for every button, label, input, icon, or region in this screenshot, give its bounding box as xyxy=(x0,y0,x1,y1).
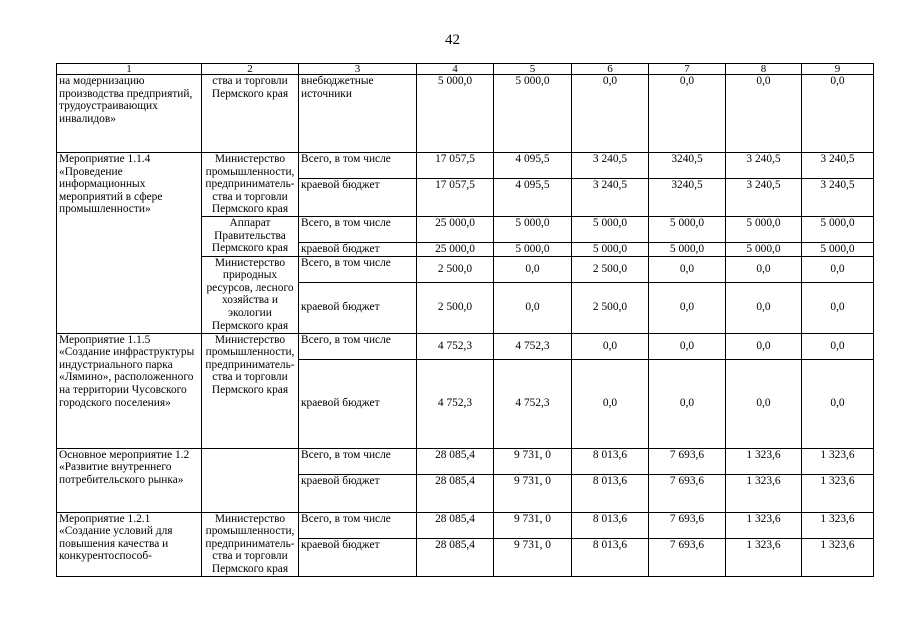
value-cell: 1 323,6 xyxy=(802,448,874,474)
value-cell: 0,0 xyxy=(494,256,572,282)
funding-source-cell: краевой бюджет xyxy=(299,474,417,512)
value-cell: 3 240,5 xyxy=(572,179,649,217)
value-cell: 2 500,0 xyxy=(572,282,649,333)
value-cell: 0,0 xyxy=(494,282,572,333)
value-cell: 0,0 xyxy=(649,333,726,359)
executor-cell xyxy=(202,448,299,512)
value-cell: 4 752,3 xyxy=(417,359,494,448)
value-cell: 17 057,5 xyxy=(417,153,494,179)
value-cell: 0,0 xyxy=(726,256,802,282)
value-cell: 5 000,0 xyxy=(572,217,649,243)
value-cell: 0,0 xyxy=(726,359,802,448)
value-cell: 17 057,5 xyxy=(417,179,494,217)
value-cell: 0,0 xyxy=(726,282,802,333)
value-cell: 8 013,6 xyxy=(572,448,649,474)
funding-source-cell: краевой бюджет xyxy=(299,538,417,576)
value-cell: 0,0 xyxy=(649,75,726,153)
table-row xyxy=(57,75,874,153)
column-number: 4 xyxy=(417,64,494,75)
value-cell: 5 000,0 xyxy=(417,75,494,153)
table-row xyxy=(57,512,874,538)
value-cell: 7 693,6 xyxy=(649,448,726,474)
value-cell: 9 731, 0 xyxy=(494,538,572,576)
value-cell: 7 693,6 xyxy=(649,538,726,576)
value-cell: 4 752,3 xyxy=(494,333,572,359)
event-cell: Мероприятие 1.1.4 «Проведение информационных мероприятий в сфере промышленности» xyxy=(57,153,202,334)
column-number: 7 xyxy=(649,64,726,75)
value-cell: 5 000,0 xyxy=(649,217,726,243)
executor-cell: ства и торговли Пермского края xyxy=(202,75,299,153)
value-cell: 0,0 xyxy=(572,75,649,153)
value-cell: 8 013,6 xyxy=(572,474,649,512)
value-cell: 0,0 xyxy=(802,75,874,153)
value-cell: 5 000,0 xyxy=(572,243,649,257)
value-cell: 0,0 xyxy=(649,282,726,333)
value-cell: 3 240,5 xyxy=(726,153,802,179)
value-cell: 3240,5 xyxy=(649,179,726,217)
value-cell: 8 013,6 xyxy=(572,512,649,538)
funding-source-cell: Всего, в том числе xyxy=(299,217,417,243)
column-number: 9 xyxy=(802,64,874,75)
value-cell: 5 000,0 xyxy=(726,217,802,243)
event-cell: на модернизацию производства предприятий, трудоустраивающих инвалидов» xyxy=(57,75,202,153)
funding-source-cell: краевой бюджет xyxy=(299,179,417,217)
event-cell: Мероприятие 1.1.5 «Создание инфраструктуры индустриального парка «Лямино», расположенного на территории Чусовского городского поселения» xyxy=(57,333,202,448)
funding-source-cell: Всего, в том числе xyxy=(299,153,417,179)
value-cell: 3 240,5 xyxy=(572,153,649,179)
value-cell: 9 731, 0 xyxy=(494,512,572,538)
table-row xyxy=(57,153,874,179)
value-cell: 1 323,6 xyxy=(802,538,874,576)
value-cell: 0,0 xyxy=(726,333,802,359)
funding-source-cell: краевой бюджет xyxy=(299,243,417,257)
value-cell: 0,0 xyxy=(802,333,874,359)
value-cell: 0,0 xyxy=(802,282,874,333)
value-cell: 0,0 xyxy=(649,359,726,448)
value-cell: 3 240,5 xyxy=(726,179,802,217)
table-row xyxy=(57,333,874,359)
column-number: 3 xyxy=(299,64,417,75)
value-cell: 2 500,0 xyxy=(572,256,649,282)
value-cell: 5 000,0 xyxy=(494,75,572,153)
value-cell: 1 323,6 xyxy=(802,512,874,538)
event-cell: Основное мероприятие 1.2 «Развитие внутреннего потребительского рынка» xyxy=(57,448,202,512)
value-cell: 5 000,0 xyxy=(802,217,874,243)
column-number: 6 xyxy=(572,64,649,75)
value-cell: 7 693,6 xyxy=(649,512,726,538)
executor-cell: Министерство промышленности, предприниматель-ства и торговли Пермского края xyxy=(202,512,299,576)
value-cell: 0,0 xyxy=(572,359,649,448)
funding-source-cell: Всего, в том числе xyxy=(299,333,417,359)
column-number: 1 xyxy=(57,64,202,75)
value-cell: 0,0 xyxy=(649,256,726,282)
value-cell: 5 000,0 xyxy=(649,243,726,257)
value-cell: 4 095,5 xyxy=(494,179,572,217)
value-cell: 28 085,4 xyxy=(417,538,494,576)
column-number: 2 xyxy=(202,64,299,75)
value-cell: 28 085,4 xyxy=(417,474,494,512)
value-cell: 9 731, 0 xyxy=(494,448,572,474)
budget-table xyxy=(56,63,874,577)
column-number: 8 xyxy=(726,64,802,75)
value-cell: 0,0 xyxy=(572,333,649,359)
value-cell: 1 323,6 xyxy=(726,538,802,576)
value-cell: 7 693,6 xyxy=(649,474,726,512)
funding-source-cell: Всего, в том числе xyxy=(299,448,417,474)
table-row xyxy=(57,448,874,474)
value-cell: 2 500,0 xyxy=(417,256,494,282)
value-cell: 3 240,5 xyxy=(802,179,874,217)
column-number: 5 xyxy=(494,64,572,75)
funding-source-cell: Всего, в том числе xyxy=(299,512,417,538)
value-cell: 5 000,0 xyxy=(494,217,572,243)
value-cell: 5 000,0 xyxy=(494,243,572,257)
executor-cell: Министерство природных ресурсов, лесного хозяйства и экологии Пермского края xyxy=(202,256,299,333)
value-cell: 1 323,6 xyxy=(726,512,802,538)
value-cell: 9 731, 0 xyxy=(494,474,572,512)
event-cell: Мероприятие 1.2.1 «Создание условий для повышения качества и конкурентоспособ- xyxy=(57,512,202,576)
value-cell: 1 323,6 xyxy=(802,474,874,512)
value-cell: 0,0 xyxy=(802,256,874,282)
executor-cell: Аппарат Правительства Пермского края xyxy=(202,217,299,257)
column-number-row xyxy=(57,64,874,75)
value-cell: 2 500,0 xyxy=(417,282,494,333)
value-cell: 5 000,0 xyxy=(802,243,874,257)
funding-source-cell: краевой бюджет xyxy=(299,359,417,448)
funding-source-cell: Всего, в том числе xyxy=(299,256,417,282)
funding-source-cell: внебюджетные источники xyxy=(299,75,417,153)
page-number: 42 xyxy=(445,32,460,48)
executor-cell: Министерство промышленности, предприниматель-ства и торговли Пермского края xyxy=(202,333,299,448)
value-cell: 28 085,4 xyxy=(417,512,494,538)
value-cell: 1 323,6 xyxy=(726,448,802,474)
value-cell: 25 000,0 xyxy=(417,243,494,257)
value-cell: 0,0 xyxy=(802,359,874,448)
executor-cell: Министерство промышленности, предприниматель-ства и торговли Пермского края xyxy=(202,153,299,217)
value-cell: 3240,5 xyxy=(649,153,726,179)
funding-source-cell: краевой бюджет xyxy=(299,282,417,333)
value-cell: 4 752,3 xyxy=(417,333,494,359)
value-cell: 8 013,6 xyxy=(572,538,649,576)
value-cell: 3 240,5 xyxy=(802,153,874,179)
value-cell: 25 000,0 xyxy=(417,217,494,243)
value-cell: 28 085,4 xyxy=(417,448,494,474)
value-cell: 0,0 xyxy=(726,75,802,153)
value-cell: 4 752,3 xyxy=(494,359,572,448)
value-cell: 5 000,0 xyxy=(726,243,802,257)
value-cell: 1 323,6 xyxy=(726,474,802,512)
value-cell: 4 095,5 xyxy=(494,153,572,179)
